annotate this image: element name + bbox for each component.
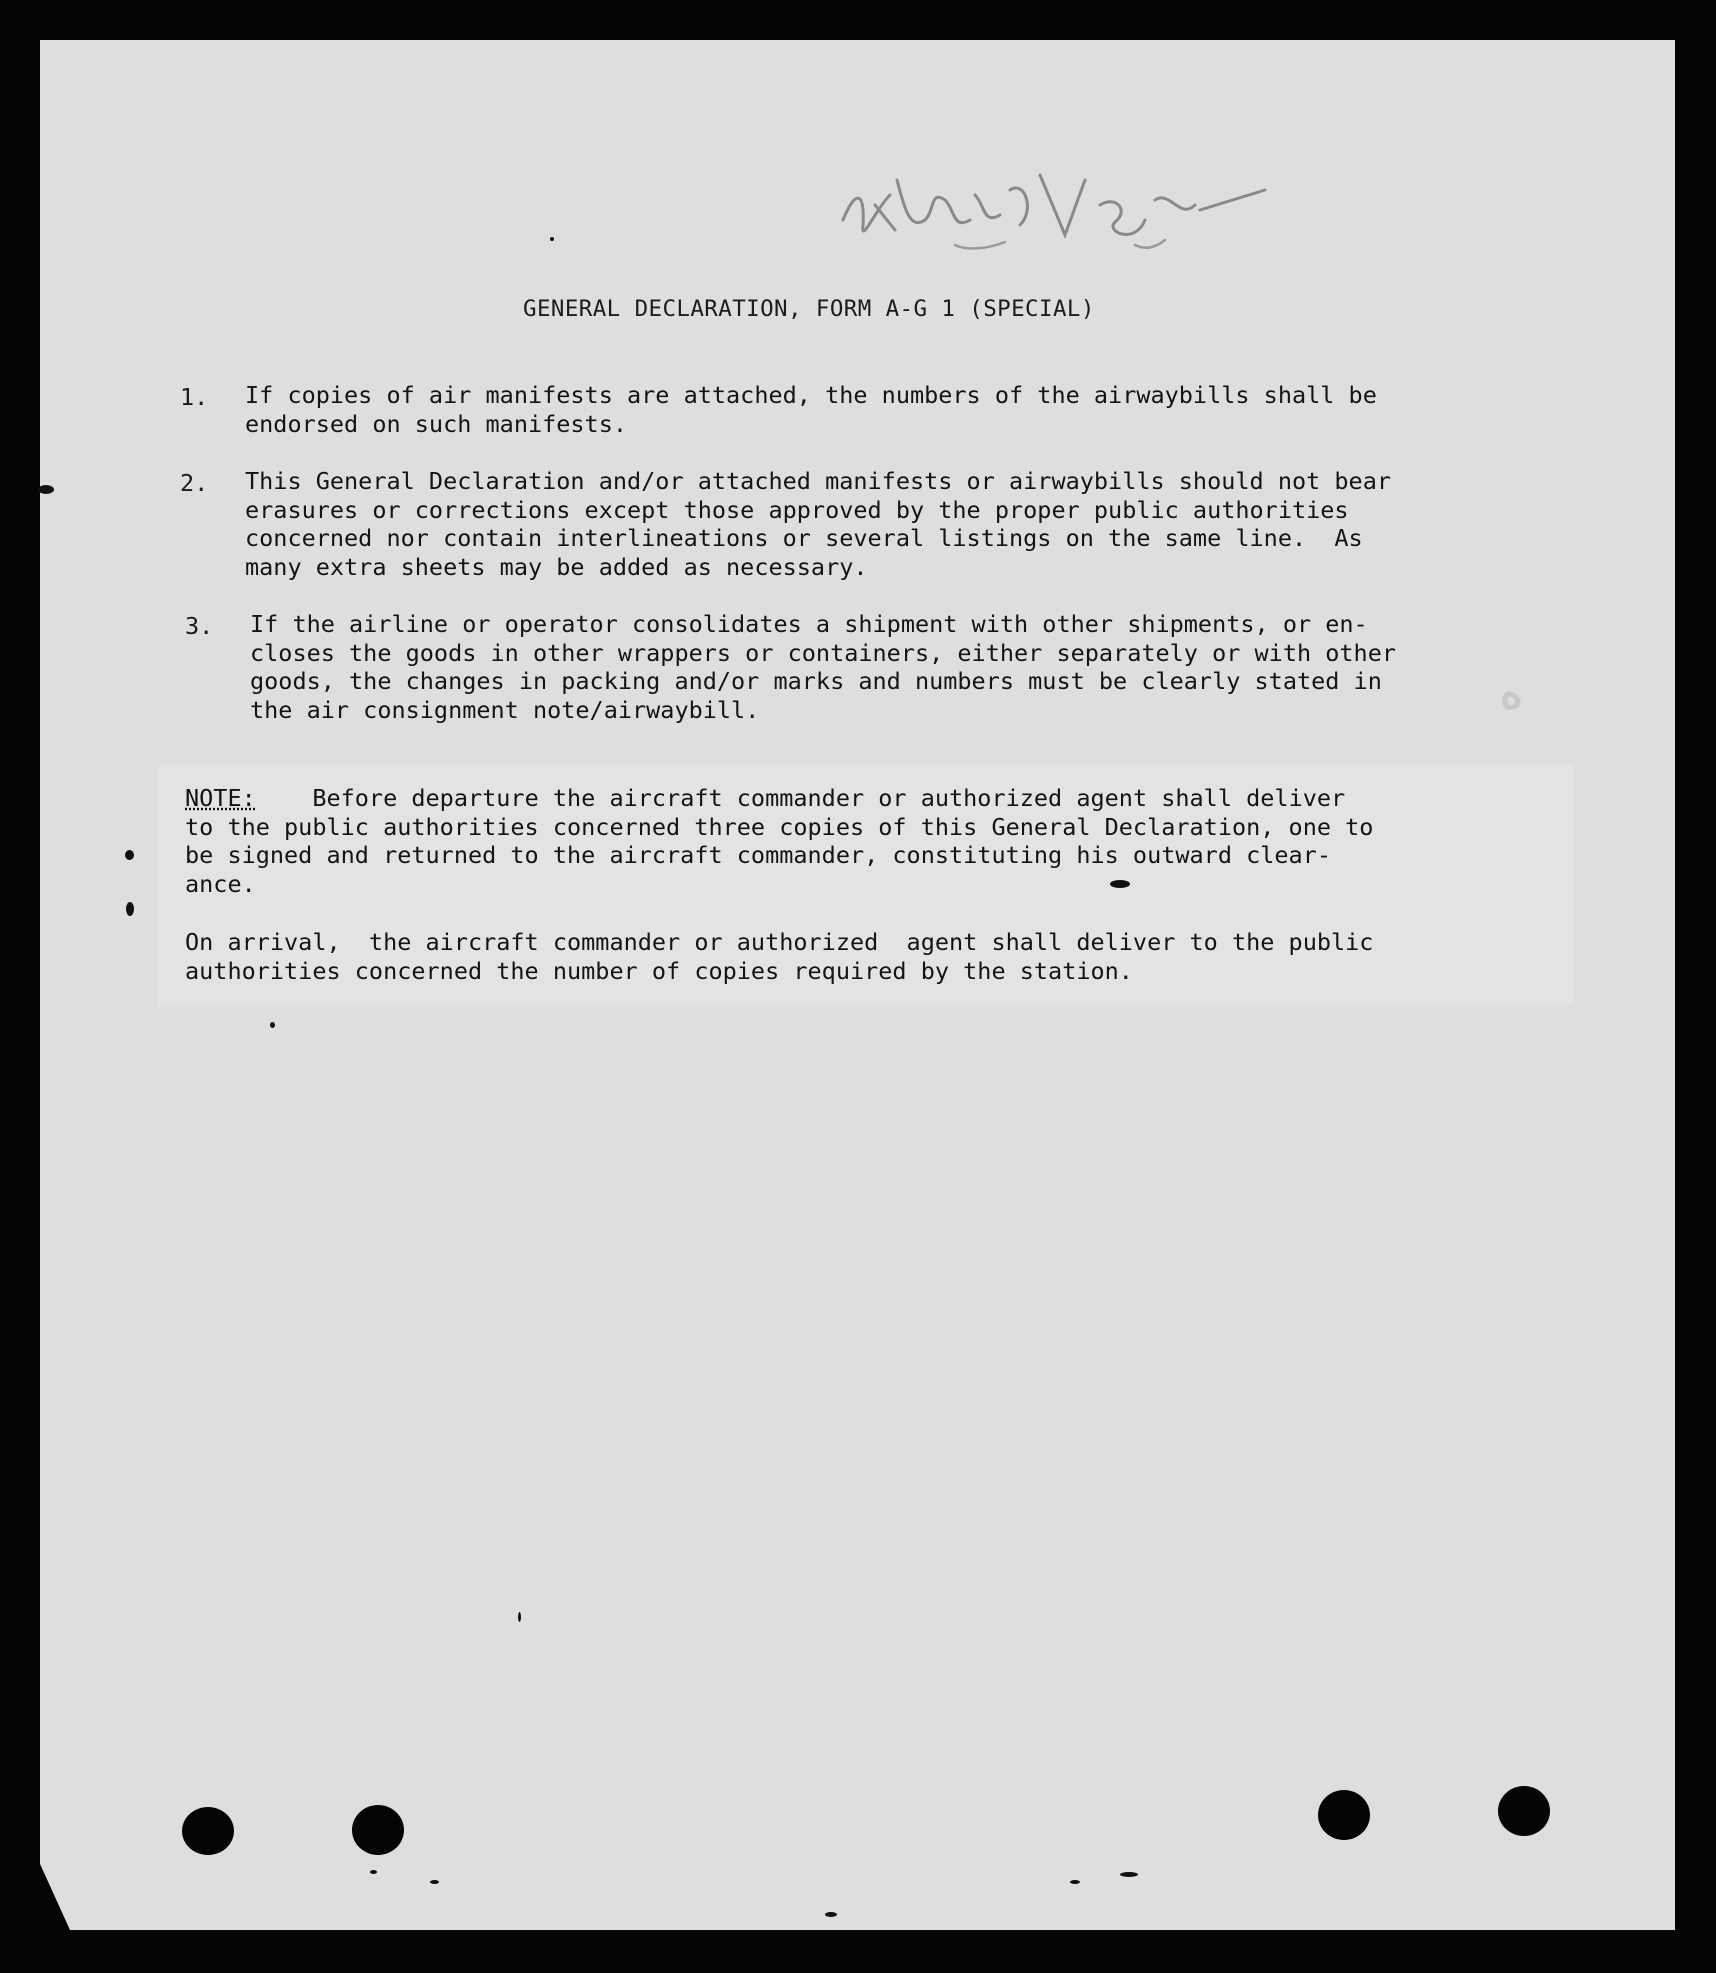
item-3-line-3: goods, the changes in packing and/or marks and numbers must be clearly stated in bbox=[250, 667, 1382, 695]
arrival-line-1: On arrival, the aircraft commander or authorized agent shall deliver to the public bbox=[185, 928, 1374, 956]
note-paragraph bbox=[185, 784, 1373, 898]
item-2-line-4: many extra sheets may be added as necessary. bbox=[245, 552, 868, 581]
document-title: GENERAL DECLARATION, FORM A-G 1 (SPECIAL) bbox=[523, 296, 1095, 322]
item-1-line-1: If copies of air manifests are attached, the numbers of the airwaybills shall be bbox=[245, 381, 1377, 409]
item-2-line-2: erasures or corrections except those approved by the proper public authorities bbox=[245, 495, 1349, 524]
scan-speck bbox=[1120, 1872, 1138, 1877]
list-item-1 bbox=[245, 381, 1377, 438]
punch-hole-4 bbox=[1498, 1786, 1550, 1836]
bleed-through-mark: ه bbox=[1500, 668, 1524, 719]
list-item-3 bbox=[250, 610, 1396, 724]
item-number-1: 1. bbox=[180, 383, 209, 411]
scan-speck bbox=[270, 1022, 275, 1028]
scan-speck bbox=[126, 902, 134, 916]
item-3-line-2: closes the goods in other wrappers or containers, either separately or with other bbox=[250, 638, 1397, 667]
arrival-line-2: authorities concerned the number of copies required by the station. bbox=[185, 956, 1133, 985]
note-label: NOTE: bbox=[185, 784, 256, 812]
scan-speck bbox=[1110, 880, 1130, 888]
handwritten-signature bbox=[835, 150, 1275, 260]
scan-speck bbox=[825, 1912, 837, 1917]
item-2-line-3: concerned nor contain interlineations or several listings on the same line. As bbox=[245, 524, 1363, 552]
item-number-3: 3. bbox=[185, 612, 214, 640]
item-3-line-4: the air consignment note/airwaybill. bbox=[250, 695, 760, 724]
note-line-2: to the public authorities concerned three copies of this General Declaration, one to bbox=[185, 812, 1374, 841]
punch-hole-3 bbox=[1318, 1790, 1370, 1840]
arrival-paragraph bbox=[185, 928, 1373, 985]
note-line-3: be signed and returned to the aircraft commander, constituting his outward clear- bbox=[185, 841, 1332, 869]
list-item-2 bbox=[245, 467, 1391, 581]
scan-speck bbox=[430, 1880, 439, 1884]
scan-speck bbox=[38, 485, 54, 494]
note-line-4: ance. bbox=[185, 869, 256, 898]
punch-hole-1 bbox=[182, 1807, 234, 1855]
scan-speck bbox=[125, 850, 134, 860]
note-line-1-text: Before departure the aircraft commander or authorized agent shall deliver bbox=[255, 784, 1346, 812]
scan-speck bbox=[370, 1870, 377, 1874]
punch-hole-2 bbox=[352, 1805, 404, 1855]
note-line-1 bbox=[185, 784, 1373, 813]
item-2-line-1: This General Declaration and/or attached manifests or airwaybills should not bear bbox=[245, 467, 1392, 495]
item-number-2: 2. bbox=[180, 469, 209, 497]
scan-speck bbox=[518, 1612, 521, 1622]
item-1-line-2: endorsed on such manifests. bbox=[245, 409, 628, 438]
scan-speck bbox=[550, 237, 554, 241]
item-3-line-1: If the airline or operator consolidates a shipment with other shipments, or en- bbox=[250, 610, 1368, 638]
scan-speck bbox=[1070, 1880, 1080, 1884]
